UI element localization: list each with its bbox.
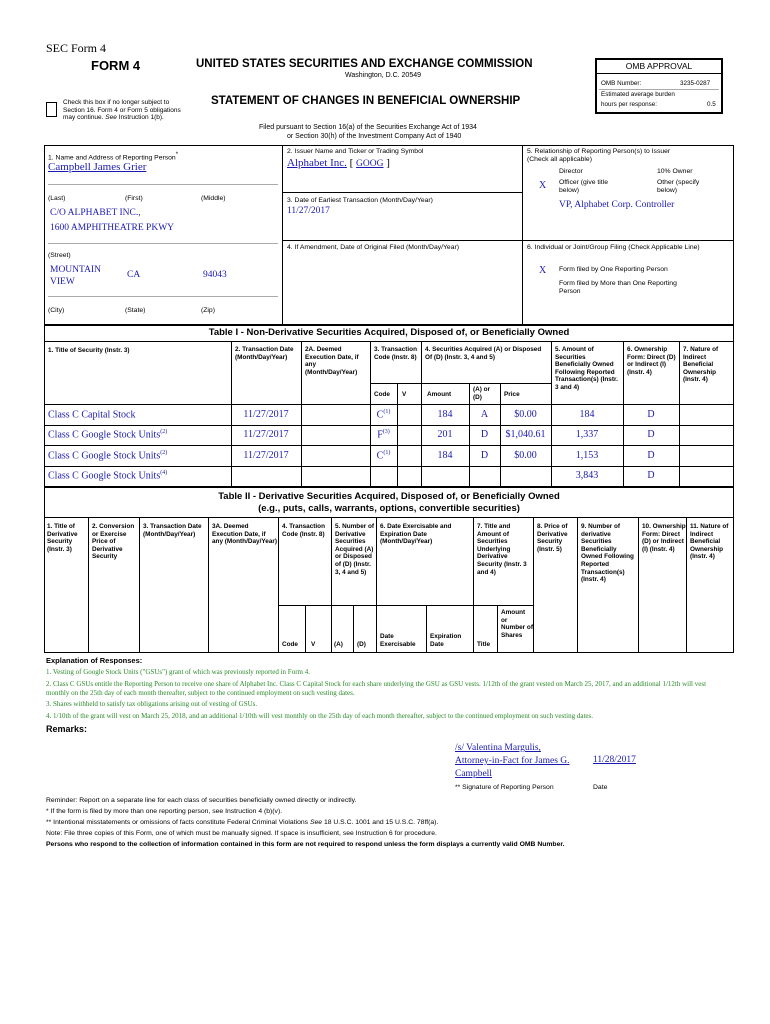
reporting-person-name[interactable]: Campbell James Grier <box>48 161 147 173</box>
t2-col-owned: 9. Number of derivative Securities Beneficially Owned Following Reported Transaction(s) (Instr. 4) <box>581 523 634 584</box>
officer-title: VP, Alphabet Corp. Controller <box>559 200 675 210</box>
last-label: (Last) <box>48 195 66 202</box>
issuer-ticker[interactable]: GOOG <box>356 159 384 169</box>
t1-row-title: Class C Google Stock Units$^{(2)}$ <box>48 429 168 441</box>
t1-row-owned: 3,843 <box>575 470 599 481</box>
table-1-title: Table I - Non-Derivative Securities Acquired, Disposed of, or Beneficially Owned <box>208 327 570 338</box>
t1-row-price: $0.00 <box>514 409 537 420</box>
t1-row-ad: A <box>480 409 489 420</box>
omb-hours: 0.5 <box>707 101 716 108</box>
omb-title: OMB APPROVAL <box>597 60 721 74</box>
signature-line-2: Attorney-in-Fact for James G. <box>455 756 570 766</box>
t2-sub-title: Title <box>477 641 491 648</box>
t2-col-deemed: 3A. Deemed Execution Date, if any (Month/Day/Year) <box>212 523 277 546</box>
director-label: Director <box>559 168 583 175</box>
signature-block <box>455 742 570 781</box>
t2-col-underlying: 7. Title and Amount of Securities Underlying Derivative Security (Instr. 3 and 4) <box>477 523 527 576</box>
officer-check[interactable]: X <box>539 180 547 191</box>
t1-col-owned: 5. Amount of Securities Beneficially Owned Following Reported Transaction(s) (Instr. 3 and 4) <box>555 346 618 391</box>
t1-row-owned: 184 <box>579 409 595 420</box>
zip-label: (Zip) <box>201 307 215 314</box>
street-label: (Street) <box>48 252 71 259</box>
t1-row-owned: 1,337 <box>575 429 599 440</box>
signature-line-1: /s/ Valentina Margulis, <box>455 743 541 753</box>
t1-row-title: Class C Capital Stock <box>48 409 136 421</box>
t1-sub-code: Code <box>374 391 390 398</box>
omb-hours-label: hours per response: <box>601 101 658 108</box>
t2-col-conversion: 2. Conversion or Exercise Price of Derivative Security <box>92 523 135 561</box>
t2-col-number: 5. Number of Derivative Securities Acquired (A) or Disposed of (D) (Instr. 3, 4 and 5) <box>335 523 375 576</box>
t1-row-price: $0.00 <box>514 450 537 461</box>
t1-sub-v: V <box>402 391 407 398</box>
t1-row-price: $1,040.61 <box>505 429 546 440</box>
t2-sub-d: (D) <box>357 641 366 648</box>
t1-row-form: D <box>647 429 655 440</box>
t1-row-title: Class C Google Stock Units$^{(4)}$ <box>48 470 168 482</box>
t2-col-date: 3. Transaction Date (Month/Day/Year) <box>143 523 202 538</box>
t2-sub-date-exercisable: Date Exercisable <box>380 633 416 648</box>
t2-sub-amount: Amount or Number of Shares <box>501 609 533 639</box>
signature-date-label: Date <box>593 784 608 791</box>
t1-col-title: 1. Title of Security (Instr. 3) <box>48 347 130 354</box>
t1-sub-price: Price <box>504 391 520 398</box>
footer-violations: ** Intentional misstatements or omissions of facts constitute Federal Criminal Violations See 18 U.S.C. 1001 and 15 U.S.C. 78ff(a). <box>46 819 439 826</box>
t1-col-securities: 4. Securities Acquired (A) or Disposed Of (D) (Instr. 3, 4 and 5) <box>425 346 542 361</box>
t2-sub-a: (A) <box>334 641 343 648</box>
t1-row-ad: D <box>480 429 489 440</box>
other-label: Other (specify below) <box>657 179 700 194</box>
footnote-3: 3. Shares withheld to satisfy tax obligations arising out of vesting of GSUs. <box>46 700 258 708</box>
address-line-1: C/O ALPHABET INC., <box>50 208 141 218</box>
t2-col-form: 10. Ownership Form: Direct (D) or Indirect (I) (Instr. 4) <box>642 523 686 553</box>
earliest-date-label: 3. Date of Earliest Transaction (Month/Day/Year) <box>287 197 433 204</box>
statement-title: STATEMENT OF CHANGES IN BENEFICIAL OWNERSHIP <box>211 95 521 107</box>
reporting-info-grid <box>44 145 734 325</box>
omb-number-label: OMB Number: <box>601 80 642 87</box>
t1-row-owned: 1,153 <box>575 450 599 461</box>
t1-sub-amount: Amount <box>427 391 452 398</box>
t1-row-date: 11/27/2017 <box>243 409 289 420</box>
footnote-2: 2. Class C GSUs entitle the Reporting Person to receive one share of Alphabet Inc. Class C Capital Stock for each share underlying the GSU as GSU vests. 1/12th of the grant vested on March 25, 2017, and an additional 1/12th will vest monthly on the 25th day of each month thereafter, subject to the continued employment on such vesting dates. <box>46 680 707 697</box>
t2-sub-v: V <box>311 641 316 648</box>
t1-col-code: 3. Transaction Code (Instr. 8) <box>374 346 417 361</box>
city-label: (City) <box>48 307 65 314</box>
footer-multiple: * If the form is filed by more than one reporting person, see Instruction 4 (b)(v). <box>46 808 283 815</box>
no-longer-subject-checkbox[interactable] <box>46 102 57 117</box>
omb-number: 3235-0287 <box>680 80 711 87</box>
footer-omb-notice: Persons who respond to the collection of information contained in this form are not required to respond unless the form displays a currently valid OMB Number. <box>46 841 565 848</box>
omb-burden-label: Estimated average burden <box>601 91 675 98</box>
state-value: CA <box>127 270 141 280</box>
t1-sub-ad: (A) or (D) <box>473 386 491 401</box>
t1-row-ad: D <box>480 450 489 461</box>
filed-line-1: Filed pursuant to Section 16(a) of the Securities Exchange Act of 1934 <box>259 124 477 131</box>
commission-title: UNITED STATES SECURITIES AND EXCHANGE COMMISSION <box>196 58 533 70</box>
filing-one-label: Form filed by One Reporting Person <box>559 266 668 273</box>
t1-row-form: D <box>647 409 655 420</box>
earliest-date: 11/27/2017 <box>287 206 330 216</box>
issuer-label: 2. Issuer Name and Ticker or Trading Symbol <box>287 148 424 155</box>
ten-percent-owner-label: 10% Owner <box>657 168 693 175</box>
t1-row-amount: 201 <box>437 429 453 440</box>
signature-line-3: Campbell <box>455 769 492 779</box>
t2-sub-expiration: Expiration Date <box>430 633 462 648</box>
signature-date: 11/28/2017 <box>593 755 636 765</box>
relationship-label: 5. Relationship of Reporting Person(s) to Issuer (Check all applicable) <box>527 148 671 163</box>
checkbox-label: Check this box if no longer subject to Section 16. Form 4 or Form 5 obligations may continue. See Instruction 1(b). <box>63 99 181 122</box>
t1-row-date: 11/27/2017 <box>243 429 289 440</box>
filing-one-check[interactable]: X <box>539 265 547 276</box>
address-line-2: 1600 AMPHITHEATRE PKWY <box>50 223 175 233</box>
reporting-person-label: 1. Name and Address of Reporting Person* <box>48 152 179 162</box>
t1-col-date: 2. Transaction Date (Month/Day/Year) <box>235 346 294 361</box>
t1-row-date: 11/27/2017 <box>243 450 289 461</box>
officer-label: Officer (give title below) <box>559 179 608 194</box>
filed-line-2: or Section 30(h) of the Investment Company Act of 1940 <box>287 133 462 140</box>
amendment-label: 4. If Amendment, Date of Original Filed (Month/Day/Year) <box>287 244 460 251</box>
t2-col-code: 4. Transaction Code (Instr. 8) <box>282 523 325 538</box>
t2-sub-code: Code <box>282 641 298 648</box>
middle-label: (Middle) <box>201 195 226 202</box>
issuer-name-line: Alphabet Inc. [ GOOG ] <box>287 157 390 169</box>
table-2-title: Table II - Derivative Securities Acquired, Disposed of, or Beneficially Owned (e.g., puts, calls, warrants, options, convertible securities) <box>218 491 560 514</box>
t1-row-code: $F^{(3)}$ <box>377 429 390 441</box>
footer-reminder: Reminder: Report on a separate line for each class of securities beneficially owned directly or indirectly. <box>46 797 357 804</box>
t1-row-amount: 184 <box>437 409 453 420</box>
signature-label: ** Signature of Reporting Person <box>455 784 554 791</box>
explanation-heading: Explanation of Responses: <box>46 656 143 665</box>
city-value: MOUNTAIN VIEW <box>50 265 101 287</box>
t2-col-exercisable: 6. Date Exercisable and Expiration Date (Month/Day/Year) <box>380 523 452 546</box>
t1-col-form: 6. Ownership Form: Direct (D) or Indirect (I) (Instr. 4) <box>627 346 676 376</box>
issuer-name[interactable]: Alphabet Inc. <box>287 157 347 169</box>
remarks-heading: Remarks: <box>46 724 88 734</box>
sec-form-label: SEC Form 4 <box>46 41 107 55</box>
t1-row-title: Class C Google Stock Units$^{(2)}$ <box>48 450 168 462</box>
footnote-1: 1. Vesting of Google Stock Units ("GSUs") grant of which was previously reported in Form 4. <box>46 668 310 676</box>
t1-row-amount: 184 <box>437 450 453 461</box>
t1-row-form: D <box>647 470 655 481</box>
filing-label: 6. Individual or Joint/Group Filing (Check Applicable Line) <box>527 244 700 251</box>
t1-row-form: D <box>647 450 655 461</box>
commission-location: Washington, D.C. 20549 <box>345 72 422 79</box>
t1-row-code: $C^{(1)}$ <box>376 409 391 421</box>
t1-col-nature: 7. Nature of Indirect Beneficial Ownership (Instr. 4) <box>683 346 719 384</box>
t2-col-title: 1. Title of Derivative Security (Instr. 3) <box>47 523 78 553</box>
form-title: FORM 4 <box>91 58 141 73</box>
state-label: (State) <box>125 307 146 314</box>
filing-more-label: Form filed by More than One Reporting Person <box>559 280 677 295</box>
t2-col-nature: 11. Nature of Indirect Beneficial Ownership (Instr. 4) <box>690 523 729 561</box>
t1-row-code: $C^{(1)}$ <box>376 450 391 462</box>
footnote-4: 4. 1/10th of the grant will vest on March 25, 2018, and an additional 1/10th will vest monthly on the 25th day of each month thereafter, subject to the continued employment on such vesting dates. <box>46 712 593 720</box>
zip-value: 94043 <box>203 270 227 280</box>
footer-note: Note: File three copies of this Form, one of which must be manually signed. If space is insufficient, see Instruction 6 for procedure. <box>46 830 437 837</box>
first-label: (First) <box>125 195 143 202</box>
t1-col-deemed: 2A. Deemed Execution Date, if any (Month/Day/Year) <box>305 346 359 376</box>
t2-col-price: 8. Price of Derivative Security (Instr. 5) <box>537 523 568 553</box>
